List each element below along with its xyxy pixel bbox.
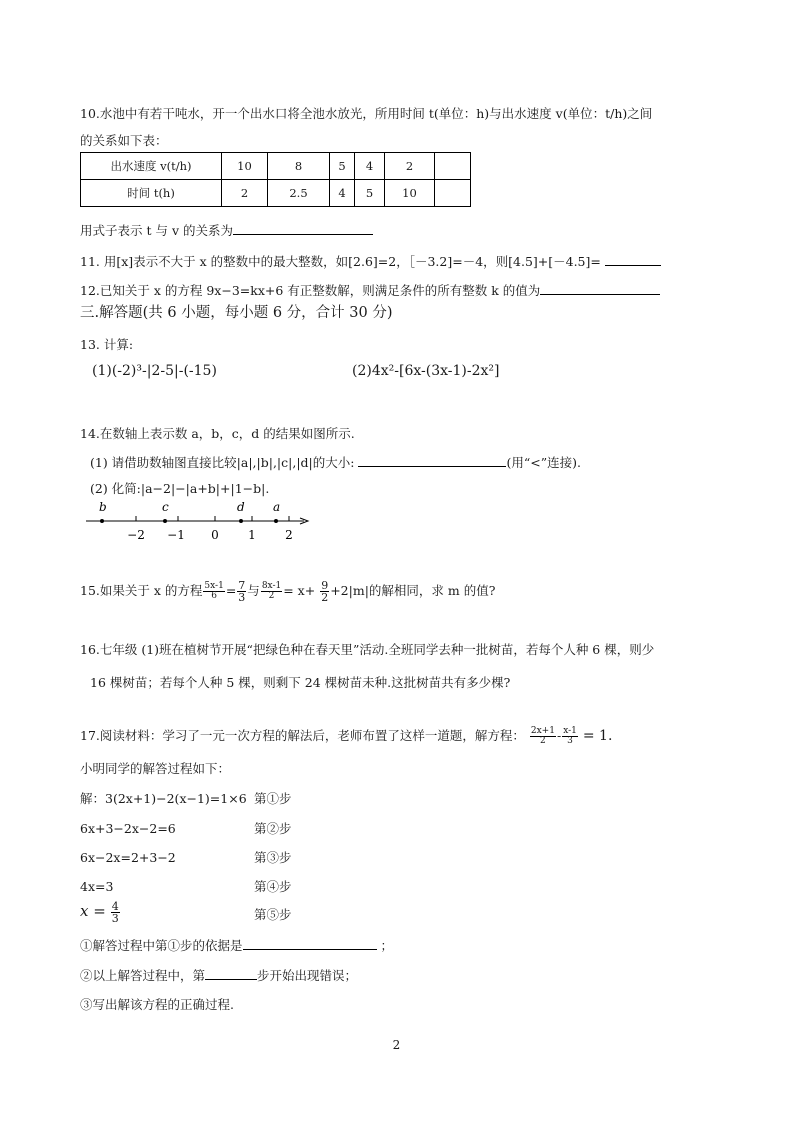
q11-text: 11. 用[x]表示不大于 x 的整数中的最大整数，如[2.6]=2，［－3.2]=－4，则[4.5]+[－4.5]=: [80, 254, 601, 269]
q14-answer-blank[interactable]: [358, 454, 506, 467]
q10-answer-line: [80, 222, 373, 238]
table-row: [81, 180, 471, 207]
point-b-dot: [100, 519, 104, 523]
q14-part1: [90, 454, 581, 470]
point-label-b: b: [99, 500, 107, 514]
q11-answer-blank[interactable]: [605, 253, 661, 266]
step-equation: x = $\frac{4}{3}$: [80, 900, 119, 925]
q16-line1: 16.七年级 (1)班在植树节开展“把绿色种在春天里”活动.全班同学去种一批树苗，若每个人种 6 棵，则少: [80, 642, 655, 657]
q13-part1: (1)(-2)³-|2-5|-(-15): [92, 363, 217, 379]
q10-table: [80, 152, 471, 207]
step-equation: 4x=3: [80, 879, 114, 894]
table-cell: 4: [355, 153, 385, 180]
number-line: [86, 497, 316, 545]
q11-line: [80, 253, 661, 269]
section-title: 三.解答题(共 6 小题，每小题 6 分，合计 30 分): [80, 305, 393, 321]
q17-answer-blank-b[interactable]: [205, 967, 257, 980]
tick-label: −1: [167, 528, 185, 542]
fraction: $\frac{4}{3}$: [111, 900, 119, 925]
fraction: $\frac{7}{3}$: [238, 579, 246, 604]
q10-answer-prompt: 用式子表示 t 与 v 的关系为: [80, 223, 233, 238]
fraction: $\frac{5x-1}{6}$: [204, 581, 224, 601]
q12-answer-blank[interactable]: [540, 282, 660, 295]
fraction: $\frac{2x+1}{2}$: [530, 726, 555, 746]
page-number: 2: [392, 1038, 401, 1052]
q17-question-c: ③写出解该方程的正确过程.: [80, 997, 234, 1012]
tick-label: −2: [127, 528, 145, 542]
point-d-dot: [239, 519, 243, 523]
table-cell: 5: [330, 153, 355, 180]
q10-answer-blank[interactable]: [233, 222, 373, 235]
q15-prefix: 15.如果关于 x 的方程: [80, 583, 203, 598]
table-cell: 4: [330, 180, 355, 207]
point-label-a: a: [273, 500, 281, 514]
point-a-dot: [274, 519, 278, 523]
q14-part1-before: (1) 请借助数轴图直接比较|a|,|b|,|c|,|d|的大小:: [90, 455, 355, 470]
step-equation: 6x+3−2x−2=6: [80, 821, 176, 836]
q15-line: 15.如果关于 x 的方程 $\frac{5x-1}{6}$ = $\frac{7}{3}$ 与 $\frac{8x-1}{2}$ = x+ $\frac{9}{2}$ +2|m|的解相同，求 m 的值?: [80, 579, 496, 604]
point-label-d: d: [237, 500, 245, 514]
tick-label: 1: [248, 528, 256, 542]
q17-line: 17.阅读材料：学习了一元一次方程的解法后，老师布置了这样一道题，解方程： $\frac{2x+1}{2}$ - $\frac{x-1}{3}$ = 1.: [80, 726, 613, 746]
step-label: 第④步: [254, 879, 292, 894]
point-label-c: c: [162, 500, 169, 514]
point-c-dot: [163, 519, 167, 523]
table-cell: [435, 180, 471, 207]
table-row: [81, 153, 471, 180]
q12-text: 12.已知关于 x 的方程 9x−3=kx+6 有正整数解，则满足条件的所有整数 k 的值为: [80, 283, 541, 298]
tick-label: 2: [285, 528, 293, 542]
q10-line1: 10.水池中有若干吨水，开一个出水口将全池水放光，所用时间 t(单位：h)与出水速度 v(单位：t/h)之间: [80, 106, 653, 121]
q13-part2: (2)4x²-[6x-(3x-1)-2x²]: [352, 363, 500, 379]
q14-part2: (2) 化简:|a−2|−|a+b|+|1−b|.: [90, 481, 270, 496]
step-equation: 6x−2x=2+3−2: [80, 850, 176, 865]
table-cell: 出水速度 v(t/h): [81, 153, 222, 180]
q17-answer-blank-a[interactable]: [243, 937, 377, 950]
q12-line: [80, 282, 660, 298]
step-label: 第①步: [254, 791, 292, 806]
table-cell: 10: [385, 180, 435, 207]
fraction: $\frac{9}{2}$: [321, 579, 329, 604]
table-cell: [435, 153, 471, 180]
q17-question-a: ①解答过程中第①步的依据是 ；: [80, 938, 394, 953]
q17-question-b: ②以上解答过程中，第 步开始出现错误；: [80, 968, 358, 983]
table-cell: 2.5: [268, 180, 330, 207]
q16-line2: 16 棵树苗；若每个人种 5 棵，则剩下 24 棵树苗未种.这批树苗共有多少棵?: [90, 675, 511, 690]
step-equation: 解：3(2x+1)−2(x−1)=1×6: [80, 791, 247, 806]
fraction: $\frac{8x-1}{2}$: [261, 581, 282, 601]
q17-prefix: 17.阅读材料：学习了一元一次方程的解法后，老师布置了这样一道题，解方程：: [80, 728, 525, 743]
table-cell: 5: [355, 180, 385, 207]
tick-label: 0: [211, 528, 219, 542]
q15-suffix: +2|m|的解相同，求 m 的值?: [330, 583, 496, 598]
fraction: $\frac{x-1}{3}$: [563, 726, 577, 746]
table-cell: 10: [222, 153, 268, 180]
table-cell: 8: [268, 153, 330, 180]
step-label: 第③步: [254, 850, 292, 865]
q10-line2: 的关系如下表：: [80, 133, 168, 148]
step-label: 第⑤步: [254, 907, 292, 922]
q13-label: 13. 计算:: [80, 337, 134, 352]
table-cell: 2: [222, 180, 268, 207]
table-cell: 2: [385, 153, 435, 180]
step-label: 第②步: [254, 821, 292, 836]
table-cell: 时间 t(h): [81, 180, 222, 207]
q14-part1-after: (用“<”连接).: [506, 455, 581, 470]
q14-label: 14.在数轴上表示数 a，b，c，d 的结果如图所示.: [80, 426, 355, 441]
q17-intro: 小明同学的解答过程如下：: [80, 761, 231, 776]
